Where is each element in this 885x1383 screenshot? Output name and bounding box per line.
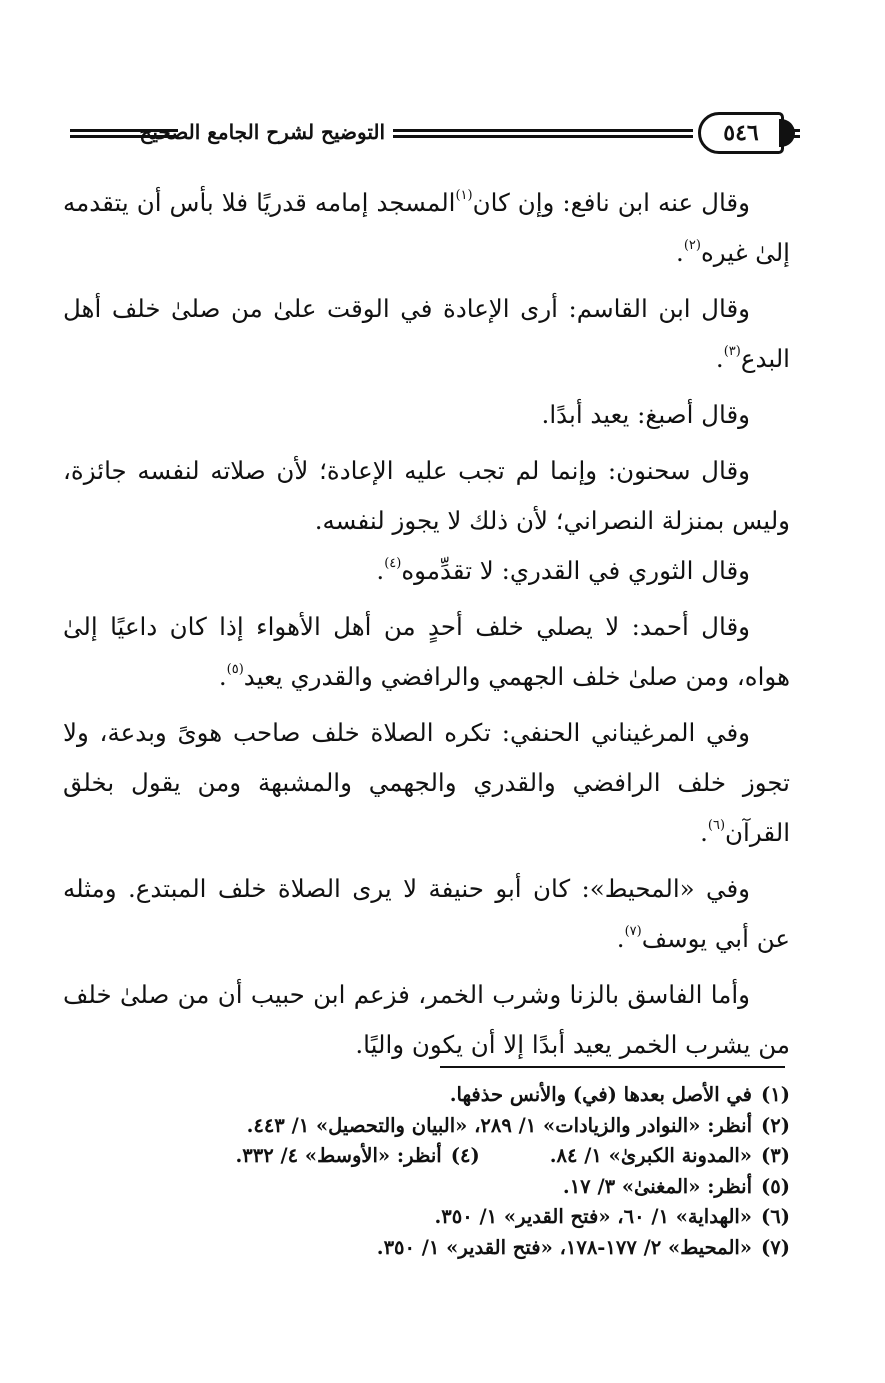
page-number-badge [698,112,784,154]
text: المسجد إمامه قدريًا فلا بأس أن يتقدمه إلىٰ غيره [63,188,790,267]
text: . [218,662,227,691]
text: . [715,344,724,373]
footnote-text: أنظر: «المغنىٰ» ٣/ ١٧. [562,1174,752,1198]
footnote-text: «الهداية» ١/ ٦٠، «فتح القدير» ١/ ٣٥٠. [434,1205,752,1228]
paragraph-4 [63,446,790,546]
page-number: ٥٤٦ [723,120,759,146]
footnote-7 [60,1233,790,1264]
text: وقال الثوري في القدري: لا تقدِّموه [401,556,750,585]
text: . [700,818,708,847]
footnote-ref-4: (٤) [384,556,402,571]
footnote-ref-7: (٧) [624,924,642,939]
footnote-gap [480,1141,550,1172]
text: وقال سحنون: وإنما لم تجب عليه الإعادة؛ لأن صلاته لنفسه جائزة، وليس بمنزلة النصراني؛ لأن ذلك لا يجوز لنفسه. [63,456,790,535]
footnote-3 [60,1141,790,1172]
footnote-number: (٤) [450,1144,480,1167]
paragraph-8 [63,864,790,964]
footnote-2 [60,1111,790,1142]
footnote-number: (١) [761,1083,790,1106]
footnote-number: (٧) [761,1235,790,1259]
text: . [676,238,684,267]
text: وقال أصبغ: يعيد أبدًا. [541,400,750,429]
running-title: التوضيح لشرح الجامع الصحيح [139,120,385,144]
footnote-text: أنظر: «الأوسط» ٤/ ٣٣٢. [235,1144,442,1167]
paragraph-7 [63,708,790,858]
footnote-ref-3: (٣) [723,344,741,359]
paragraph-6 [63,602,790,702]
text: . [616,924,625,953]
footnote-number: (٦) [761,1205,790,1228]
footnote-ref-6: (٦) [707,818,726,833]
paragraph-1 [63,178,790,278]
text: وقال ابن القاسم: أرى الإعادة في الوقت علىٰ من صلىٰ خلف أهل البدع [63,294,790,373]
text: وفي المرغيناني الحنفي: تكره الصلاة خلف صاحب هوىً وبدعة، ولا تجوز خلف الرافضي والقدري والجهمي والمشبهة ومن يقول بخلق القرآن [63,718,790,847]
footnote-number: (٣) [761,1144,790,1167]
paragraph-3 [63,390,790,440]
footnote-text: «المدونة الكبرىٰ» ١/ ٨٤. [549,1144,752,1167]
text: وفي «المحيط»: كان أبو حنيفة لا يرى الصلاة خلف المبتدع. ومثله عن أبي يوسف [63,874,790,953]
text: وأما الفاسق بالزنا وشرب الخمر، فزعم ابن حبيب أن من صلىٰ خلف من يشرب الخمر يعيد أبدًا إلا أن يكون واليًا. [63,980,790,1059]
footnote-text: «المحيط» ٢/ ١٧٧-١٧٨، «فتح القدير» ١/ ٣٥٠. [376,1235,752,1259]
page-header [60,112,800,162]
footnote-ref-1: (١) [455,188,473,203]
footnote-number: (٥) [761,1174,790,1198]
footnotes-list [60,1080,790,1263]
paragraph-5 [63,546,790,596]
footnote-text: في الأصل بعدها (في) والأنس حذفها. [449,1083,752,1106]
footnote-5 [60,1172,790,1203]
main-text [63,178,790,1076]
footnote-ref-5: (٥) [226,662,244,677]
text: وقال عنه ابن نافع: وإن كان [472,188,750,217]
header-rule-right [785,129,800,132]
footnote-text: أنظر: «النوادر والزيادات» ١/ ٢٨٩، «البيان والتحصيل» ١/ ٤٤٣. [246,1113,752,1137]
footnote-6 [60,1202,790,1233]
footnote-1 [60,1080,790,1111]
footnote-ref-2: (٢) [683,238,701,253]
paragraph-9 [63,970,790,1070]
paragraph-2 [63,284,790,384]
text: وقال أحمد: لا يصلي خلف أحدٍ من أهل الأهواء إذا كان داعيًا إلىٰ هواه، ومن صلىٰ خلف الجهمي والرافضي والقدري يعيد [63,612,790,691]
footnote-separator [440,1066,785,1068]
footnote-number: (٢) [761,1113,790,1137]
header-rule-middle [393,129,693,132]
text: . [376,556,385,585]
